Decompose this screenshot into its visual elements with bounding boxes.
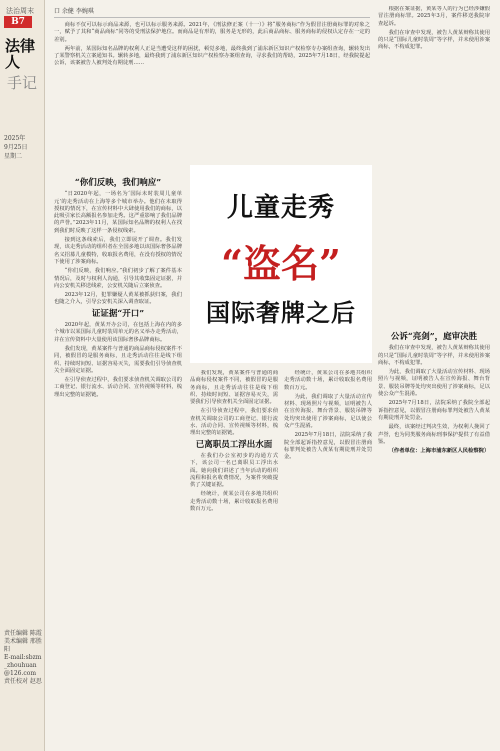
body-paragraph: 2023年12月，犯罪嫌疑人黄某被抓获归案，我们也随之介入，引导公安机关深入调查取证。 [54,292,182,306]
section-heading: “你们反映，我们响应” [74,178,162,188]
divider [54,17,370,18]
section-heading: 公诉“亮剑”，庭审决胜 [390,332,478,342]
body-paragraph: 我们发现，黄某案件与普通的商品商标侵权案件不同，被假冒的是服务商标，且走秀活动往往是线下组织、持续时间短、证据容易灭失，需要我们引导侦查机关全面固定证据。 [190,370,278,406]
right-column-bottom [378,330,490,740]
headline-quoted-word: 盗名 [242,241,319,286]
article [48,0,496,751]
body-paragraph: 2025年7月18日，法院采纳了我院全部起诉指控意见，以假冒注册商标罪判处被告人黄某有期徒刑并处罚金。 [378,400,490,421]
body-paragraph: 最终，该案经过判决生效，为权利人挽回了声誉，也为同类服务商标刑事保护提供了有益借鉴。 [378,424,490,445]
body-paragraph: 我们在审查中发现，被告人黄某辩称其使用的只是“国际儿童时装周”等字样，并未使用涉案商标，不构成犯罪。 [378,29,490,51]
middle-column-a [190,370,278,736]
section-title: 法律人 [5,37,36,71]
art-editor-line: 美术编辑 邢胜阳 [4,638,42,653]
body-paragraph: 我们在审查中发现，被告人黄某辩称其使用的只是“国际儿童时装周”等字样，并未使用涉案商标，不构成犯罪。 [378,345,490,366]
body-paragraph: 2020年起，黄某开办公司，在包括上海在内的多个城市以某国际儿童时装周单元的名义举办走秀活动，并在宣传资料中大量使用该国际奢侈品牌商标。 [54,322,182,343]
intro-paragraph: 商标不仅可以标示商品来源，也可以标示服务来源。2021年，《刑法修正案（十一）》将“服务商标”作为假冒注册商标罪的对象之一，赋予了其和“商品商标”同等的受刑法保护地位。而商品是有形的，服务是无形的，此后商品商标、服务商标的侵权认定存在一定的差别。 [54,22,370,43]
section-tab [0,0,45,751]
right-column-top [378,6,490,324]
newspaper-name: 法治周末 [6,7,34,15]
body-paragraph: 经统计，黄某公司在多地共组织走秀活动数十场，累计收取报名费用数百万元。 [284,370,372,391]
headline-line3: 国际奢牌之后 [206,299,356,327]
body-paragraph: 为此，我们调取了大量活动宣传材料、现场照片与视频，证明被告人在宣传海报、舞台背景、服装吊牌等处均突出使用了涉案商标，足以使公众产生混淆。 [284,393,372,430]
page-code-badge: B7 [4,16,32,28]
email-line: E-mail:sbzm_zhouhuan@126.com [4,654,42,677]
intro-paragraph: 两年前，某国际知名品牌的权利人正是当遭受这样的困扰，顿觉多地，最终我到了浦东新区知识产权检察专办案组查询，辗转发出了某警察机关立案通知书。辗转多地，最终我到了浦东新区知识产权检察办案组查询，寻求我们的帮助，2025年7月18日，经我院提起公诉，该案被告人被判处有期徒刑…… [54,45,370,67]
editor-line: 责任编辑 陈霞 [4,630,42,637]
issue-date [4,134,40,161]
headline-quoted: “盗名” [221,241,341,286]
body-paragraph: “日2020年起，一场名为‘国际未时装周儿童单元’的走秀活动在上海等多个城市举办。他们在未取得授权的情况下，在宣传材料中大肆使用我们的商标，以此吸引家长高额报名参加走秀。这严重影响了我们品牌的声誉。”2023年11月，某国际知名品牌的权利人在找到我们时反映了这样一条侵权线索。 [54,191,182,234]
proofreader-line: 责任校对 赵思 [4,678,42,685]
body-paragraph: 在引导侦查过程中，我们要求侦查机关调取公司的工商登记、银行流水、活动合同、宣传视频等材料，梳理出完整的证据链。 [54,377,182,398]
middle-column-b [284,370,372,736]
article-intro [54,22,370,70]
body-paragraph: 根据在案证据，黄某等人的行为已经涉嫌假冒注册商标罪。2025年3月，案件移送我院审查起诉。 [378,6,490,27]
byline: 口 余健 李婉琪 [54,8,94,15]
body-paragraph: 经统计，黄某公司在多地共组织走秀活动数十场，累计收取报名费用数百万元。 [190,491,278,513]
body-paragraph: 接到这条线索后，我们立即展开了调查。我们发现，该走秀活动的组织者在全国多地以该国际奢侈品牌名义招募儿童模特，收取报名费用，在没有授权的情况下使用了涉案商标。 [54,237,182,265]
headline-line1: 儿童走秀 [226,193,335,223]
body-paragraph: 为此，我们调取了大量活动宣传材料、现场照片与视频，证明被告人在宣传海报、舞台背景、服装吊牌等处均突出使用了涉案商标，足以使公众产生混淆。 [378,369,490,398]
author-note: （作者单位：上海市浦东新区人民检察院） [388,448,490,455]
section-subtitle: 手记 [7,74,38,92]
section-heading: 证证据“开口” [91,308,145,319]
headline-block [190,165,372,363]
body-paragraph: “你们反映，我们响应。”我们初步了解了案件基本情况后，及时与权利人沟通，引导其收集固定证据，并向公安机关移送线索，公安机关随后立案侦查。 [54,268,182,289]
left-column [54,176,182,736]
body-paragraph: 在引导侦查过程中，我们要求侦查机关调取公司的工商登记、银行流水、活动合同、宣传视频等材料，梳理出完整的证据链。 [190,408,278,437]
section-heading: 已离职员工浮出水面 [195,439,273,450]
issue-day: 9月25日 [4,144,28,151]
issue-weekday: 星期二 [4,153,23,160]
body-paragraph: 2025年7月18日，法院采纳了我院全部起诉指控意见，以假冒注册商标罪判处被告人黄某有期徒刑并处罚金。 [284,432,372,461]
editor-credits [4,630,42,686]
body-paragraph: 在我们办公室初步的沟通方式下，该公司一名已离职员工浮出水面。她向我们讲述了当年活动的组织流程和报名收费情况，为案件突破提供了关键证据。 [190,452,278,489]
body-paragraph: 我们发现，黄某案件与普通的商品商标侵权案件不同，被假冒的是服务商标，且走秀活动往往是线下组织、持续时间短、证据容易灭失，需要我们引导侦查机关全面固定证据。 [54,345,182,374]
issue-year: 2025年 [4,135,26,142]
